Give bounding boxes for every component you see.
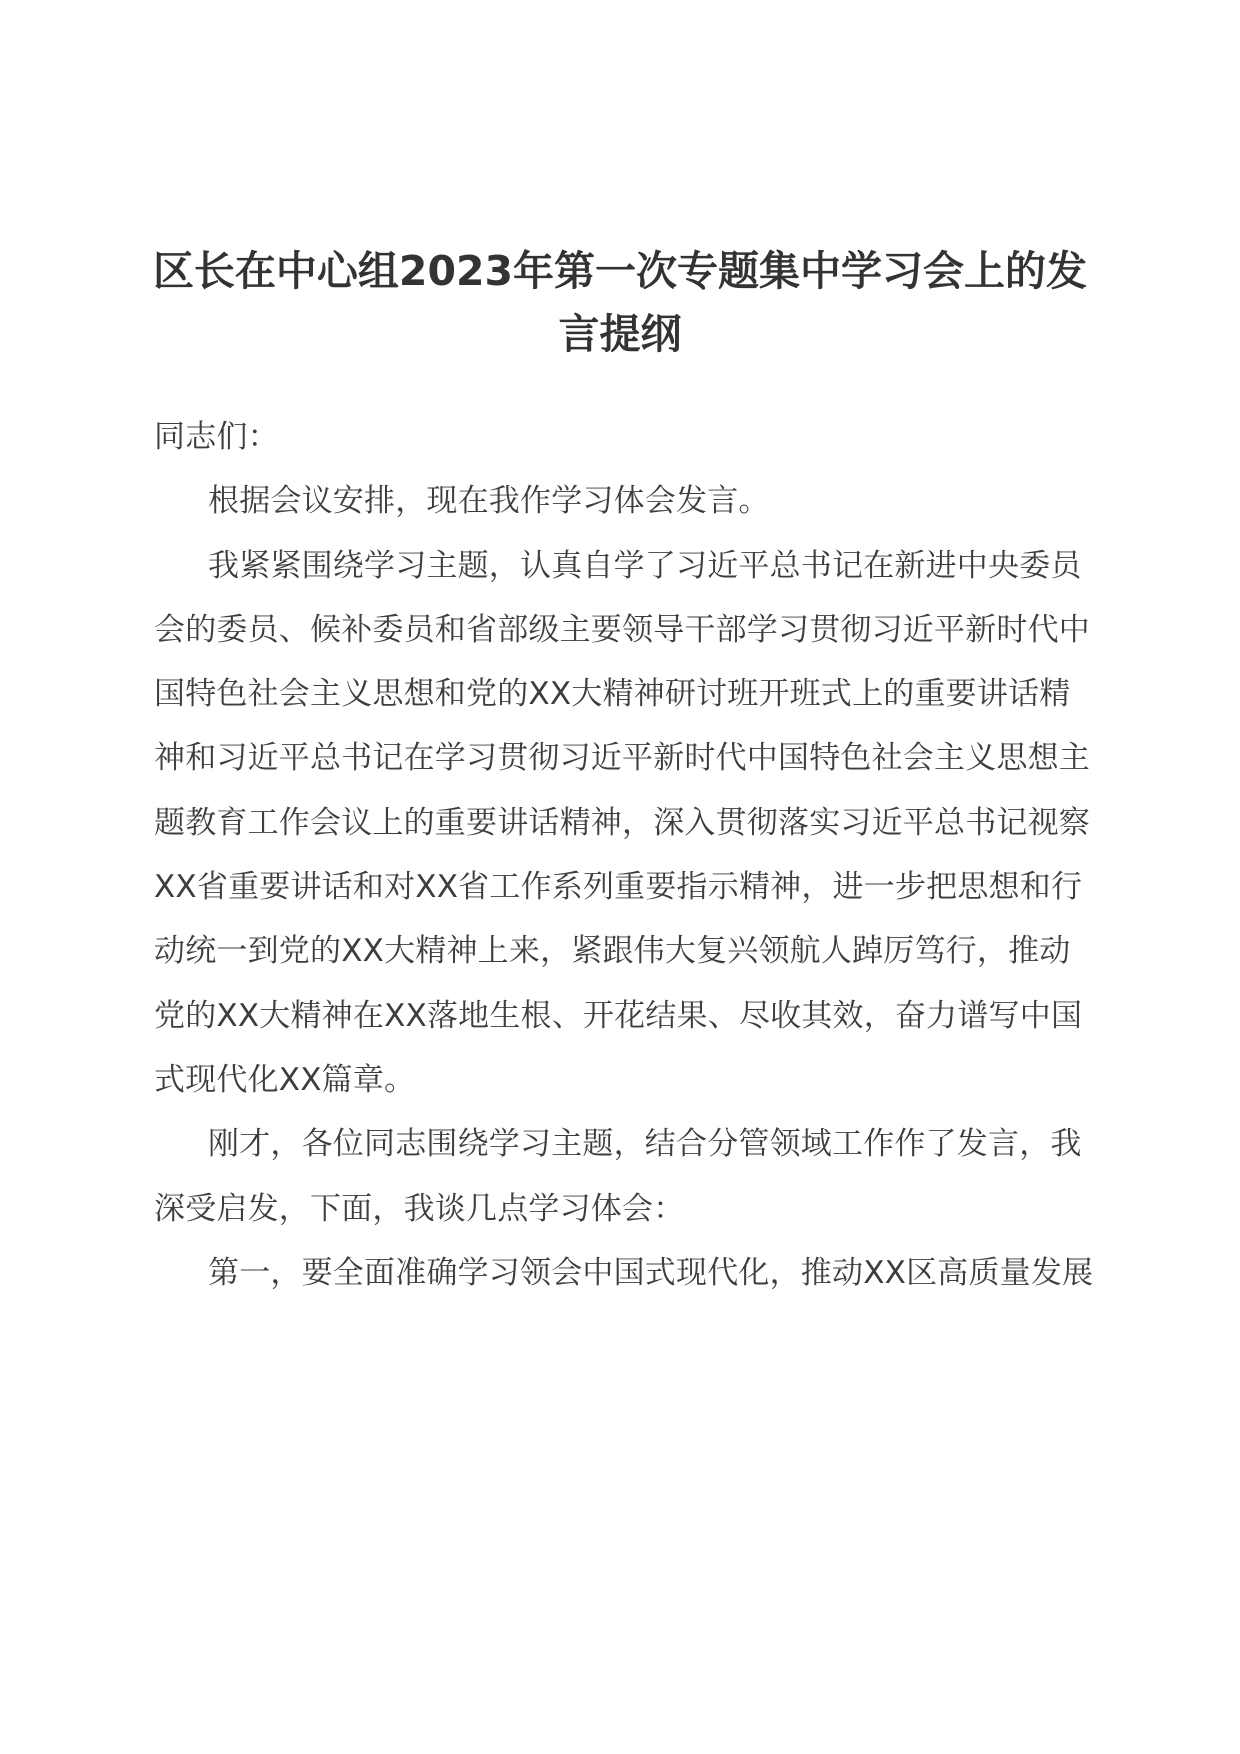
paragraph-1: 根据会议安排，现在我作学习体会发言。 [208,483,770,520]
document-body [154,405,1094,1305]
document-title: 区长在中心组2023年第一次专题集中学习会上的发言提纲 [152,247,1088,358]
paragraph-3: 刚才，各位同志围绕学习主题，结合分管领域工作作了发言，我深受启发，下面，我谈几点学习体会： [154,1126,1082,1227]
paragraph-2: 我紧紧围绕学习主题，认真自学了习近平总书记在新进中央委员会的委员、候补委员和省部级主要领导干部学习贯彻习近平新时代中国特色社会主义思想和党的XX大精神研讨班开班式上的重要讲话精神和习近平总书记在学习贯彻习近平新时代中国特色社会主义思想主题教育工作会议上的重要讲话精神，深入贯彻落实习近平总书记视察XX省重要讲话和对XX省工作系列重要指示精神，进一步把思想和行动统一到党的XX大精神上来，紧跟伟大复兴领航人踔厉笃行，推动党的XX大精神在XX落地生根、开花结果、尽收其效，奋力谱写中国式现代化XX篇章。 [154,547,1090,1098]
paragraph-4: 第一，要全面准确学习领会中国式现代化，推动XX区高质量发展 [208,1254,1094,1291]
salutation: 同志们： [154,419,279,455]
